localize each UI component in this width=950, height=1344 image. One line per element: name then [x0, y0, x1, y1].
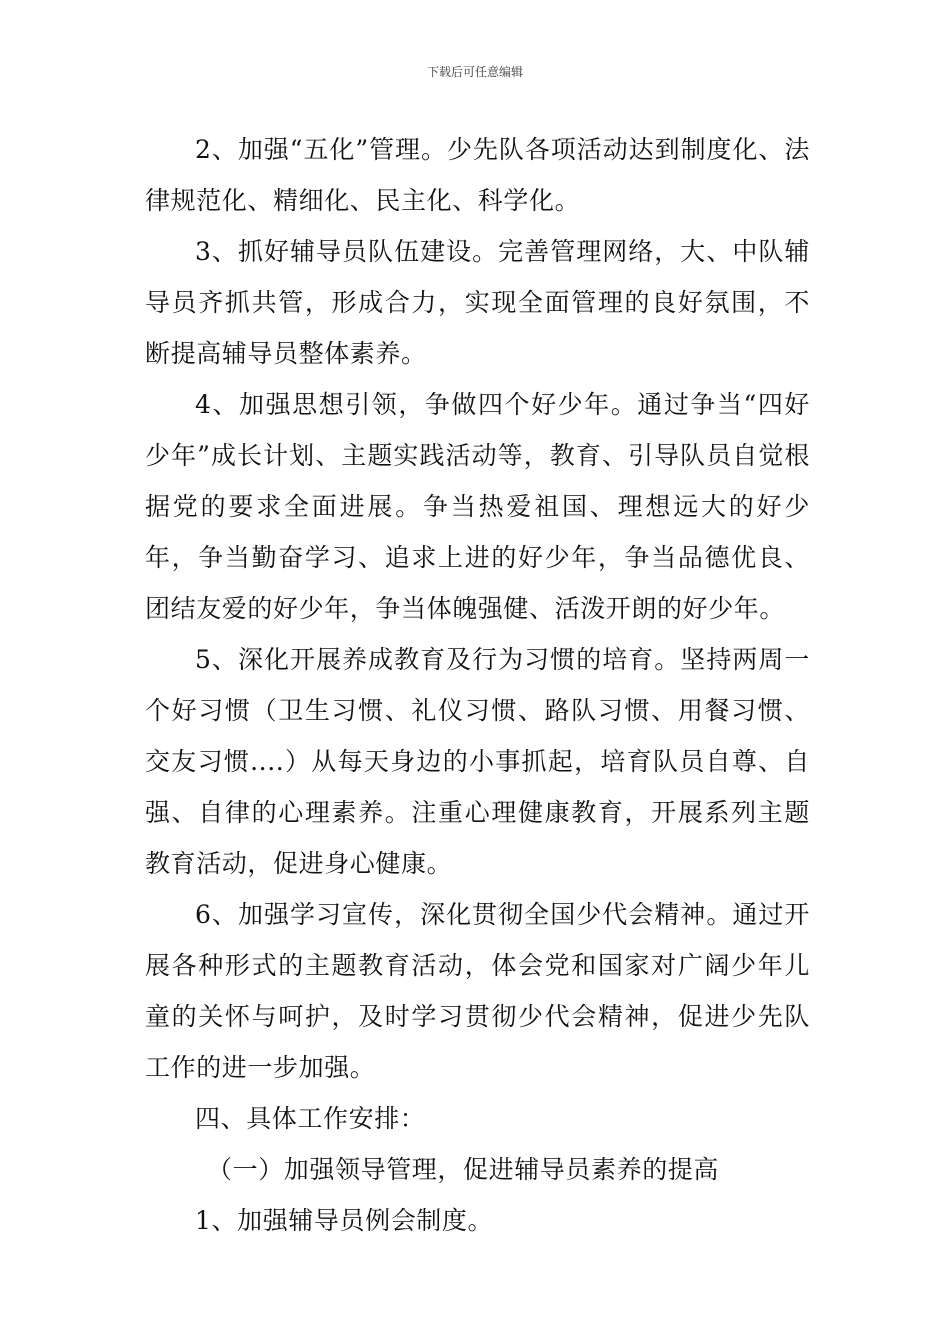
- subsection-heading-1: （一）加强领导管理，促进辅导员素养的提高: [207, 1155, 720, 1184]
- paragraph-item-6: 6、加强学习宣传，深化贯彻全国少代会精神。通过开展各种形式的主题教育活动，体会党和国家对广阔少年儿童的关怀与呵护，及时学习贯彻少代会精神，促进少先队工作的进一步加强。: [145, 900, 810, 1082]
- paragraph-item-2: 2、加强“五化”管理。少先队各项活动达到制度化、法律规范化、精细化、民主化、科学化。: [145, 135, 810, 215]
- document-body: [145, 124, 810, 1246]
- section-heading-4: 四、具体工作安排：: [195, 1104, 426, 1133]
- paragraph-item-5: 5、深化开展养成教育及行为习惯的培育。坚持两周一个好习惯（卫生习惯、礼仪习惯、路队习惯、用餐习惯、交友习惯....）从每天身边的小事抓起，培育队员自尊、自强、自律的心理素养。注重心理健康教育，开展系列主题教育活动，促进身心健康。: [145, 645, 810, 878]
- paragraph-item-4: 4、加强思想引领，争做四个好少年。通过争当“四好少年”成长计划、主题实践活动等，教育、引导队员自觉根据党的要求全面进展。争当热爱祖国、理想远大的好少年，争当勤奋学习、追求上进的好少年，争当品德优良、团结友爱的好少年，争当体魄强健、活泼开朗的好少年。: [145, 390, 810, 623]
- paragraph-item-1: 1、加强辅导员例会制度。: [195, 1206, 494, 1235]
- paragraph-item-3: 3、抓好辅导员队伍建设。完善管理网络，大、中队辅导员齐抓共管，形成合力，实现全面管理的良好氛围，不断提高辅导员整体素养。: [145, 237, 810, 368]
- page-header-note: 下载后可任意编辑: [426, 65, 523, 79]
